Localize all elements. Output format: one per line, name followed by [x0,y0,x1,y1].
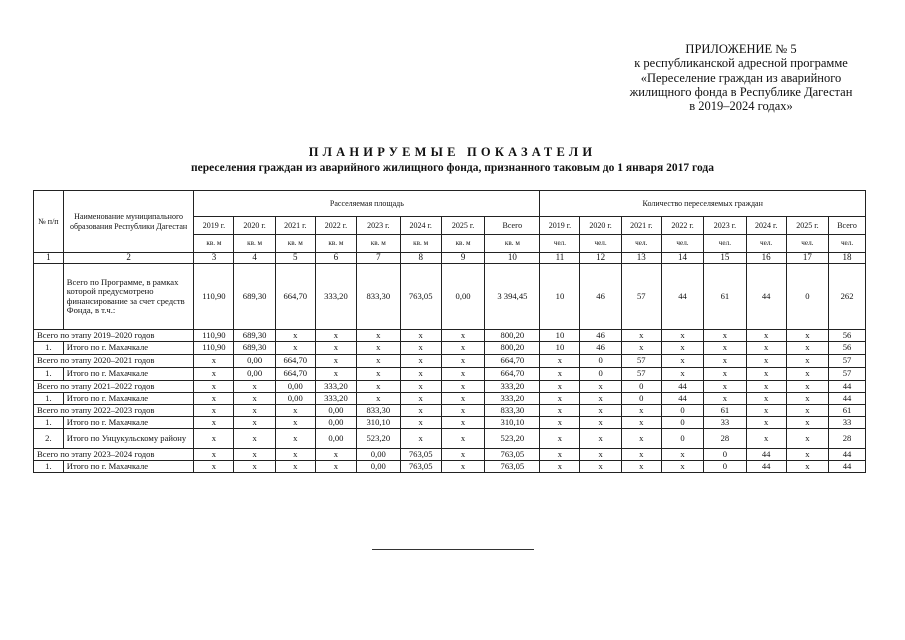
cell-people: х [786,330,828,342]
appendix-header-line: ПРИЛОЖЕНИЕ № 5 [685,42,797,56]
cell-area: х [315,342,356,355]
cell-people: 44 [829,449,866,461]
cell-people: х [621,449,661,461]
cell-people: 44 [746,449,786,461]
cell-people: 57 [621,355,661,368]
col-header-unit: чел. [829,235,866,253]
cell-people: х [621,429,661,449]
cell-area: х [441,368,485,381]
col-header-year: 2022 г. [315,217,356,235]
col-number: 5 [275,253,315,264]
cell-area: 0,00 [441,264,485,330]
row-name: Всего по этапу 2019–2020 годов [34,330,194,342]
cell-people: х [746,381,786,393]
cell-people: 44 [829,381,866,393]
cell-people: х [540,355,580,368]
cell-people: 0 [704,449,746,461]
col-header-unit: чел. [621,235,661,253]
cell-area: х [194,368,234,381]
cell-people: х [746,368,786,381]
appendix-header-line: жилищного фонда в Республике Дагестан [629,84,853,99]
document-subtitle: переселения граждан из аварийного жилищного фонда, признанного таковым до 1 января 2017 года [191,162,714,174]
cell-people: х [786,368,828,381]
table-row [34,381,866,393]
cell-area: х [400,429,441,449]
cell-people: х [786,355,828,368]
cell-people: х [580,417,621,429]
col-header-year: 2023 г. [357,217,401,235]
cell-people: х [786,461,828,473]
cell-area: х [275,429,315,449]
cell-people: х [621,461,661,473]
appendix-header-line: «Переселение граждан из аварийного [640,70,842,85]
cell-area: 0,00 [357,449,401,461]
cell-area: 310,10 [485,417,540,429]
cell-people: х [746,355,786,368]
cell-people: 10 [540,264,580,330]
cell-people: 44 [661,381,703,393]
cell-area: 689,30 [234,330,275,342]
cell-area: х [441,330,485,342]
col-header-year: 2021 г. [275,217,315,235]
cell-area: х [194,355,234,368]
cell-area: 110,90 [194,264,234,330]
appendix-header-line: в 2019–2024 годах» [689,99,793,114]
cell-people: х [621,417,661,429]
cell-people: 0 [704,461,746,473]
cell-area: х [400,342,441,355]
cell-people: х [661,355,703,368]
cell-area: х [234,393,275,405]
cell-people: х [661,368,703,381]
table-row [34,461,866,473]
col-header-unit: кв. м [194,235,234,253]
cell-area: 0,00 [357,461,401,473]
cell-area: х [315,449,356,461]
cell-people: 44 [746,264,786,330]
row-name: Итого по г. Махачкале [63,417,194,429]
row-number [34,264,64,330]
col-number: 16 [746,253,786,264]
col-number: 13 [621,253,661,264]
cell-people: 0 [661,417,703,429]
table-row [34,429,866,449]
cell-people: х [540,381,580,393]
cell-people: х [580,381,621,393]
row-number: 1. [34,393,64,405]
cell-people: х [621,405,661,417]
cell-area: 763,05 [485,461,540,473]
col-group-people: Количество переселяемых граждан [540,191,866,217]
cell-area: 523,20 [485,429,540,449]
cell-area: х [400,355,441,368]
cell-area: х [315,330,356,342]
cell-people: 0 [786,264,828,330]
cell-area: х [275,342,315,355]
cell-people: х [540,429,580,449]
col-number: 12 [580,253,621,264]
cell-people: 61 [704,264,746,330]
appendix-header [621,42,861,113]
col-header-unit: чел. [786,235,828,253]
col-number: 17 [786,253,828,264]
col-header-unit: чел. [540,235,580,253]
col-number: 7 [357,253,401,264]
cell-area: 110,90 [194,342,234,355]
table-row [34,342,866,355]
col-header-unit: чел. [704,235,746,253]
cell-people: х [580,405,621,417]
cell-area: х [441,393,485,405]
row-name: Всего по этапу 2022–2023 годов [34,405,194,417]
table-row [34,264,866,330]
cell-people: х [746,429,786,449]
cell-area: 833,30 [357,405,401,417]
cell-area: 3 394,45 [485,264,540,330]
cell-people: 33 [704,417,746,429]
cell-people: х [746,342,786,355]
cell-people: 56 [829,330,866,342]
cell-people: 28 [829,429,866,449]
cell-people: 44 [829,461,866,473]
cell-people: 57 [621,264,661,330]
cell-area: х [275,449,315,461]
col-header-unit: чел. [661,235,703,253]
cell-people: 0 [580,368,621,381]
cell-area: 800,20 [485,330,540,342]
cell-people: 0 [661,429,703,449]
cell-people: х [746,417,786,429]
cell-area: х [441,381,485,393]
cell-area: х [441,429,485,449]
col-number: 6 [315,253,356,264]
cell-area: 333,20 [315,264,356,330]
cell-people: х [540,393,580,405]
cell-area: х [194,429,234,449]
cell-people: 57 [621,368,661,381]
cell-people: х [786,429,828,449]
appendix-header-line: к республиканской адресной программе [634,56,848,71]
col-number: 8 [400,253,441,264]
row-name: Всего по этапу 2021–2022 годов [34,381,194,393]
cell-area: 0,00 [315,405,356,417]
col-number: 2 [63,253,194,264]
cell-people: х [704,355,746,368]
cell-people: х [704,342,746,355]
col-header-year: Всего [485,217,540,235]
table-row [34,405,866,417]
indicators-table [33,190,866,473]
cell-people: х [746,330,786,342]
cell-people: 28 [704,429,746,449]
cell-people: х [540,449,580,461]
cell-people: 61 [829,405,866,417]
cell-area: 0,00 [315,429,356,449]
cell-people: 46 [580,342,621,355]
cell-people: х [580,393,621,405]
cell-people: х [661,342,703,355]
cell-people: х [540,405,580,417]
col-number: 10 [485,253,540,264]
cell-people: х [580,449,621,461]
table-row [34,368,866,381]
cell-people: 57 [829,355,866,368]
cell-area: х [357,381,401,393]
cell-people: 0 [621,393,661,405]
col-header-year: 2020 г. [234,217,275,235]
cell-area: 664,70 [275,368,315,381]
cell-people: х [621,330,661,342]
cell-people: х [540,368,580,381]
cell-area: 333,20 [315,381,356,393]
row-number: 1. [34,461,64,473]
row-number: 2. [34,429,64,449]
cell-area: 833,30 [485,405,540,417]
cell-area: х [357,393,401,405]
cell-area: х [315,368,356,381]
cell-area: 523,20 [357,429,401,449]
col-header-unit: кв. м [234,235,275,253]
cell-people: х [704,330,746,342]
col-header-year: 2025 г. [786,217,828,235]
cell-people: х [786,393,828,405]
cell-area: х [275,461,315,473]
cell-people: х [580,461,621,473]
cell-people: 56 [829,342,866,355]
cell-area: х [357,342,401,355]
table-row [34,355,866,368]
cell-people: 44 [746,461,786,473]
cell-area: х [194,405,234,417]
cell-area: 0,00 [234,368,275,381]
cell-area: х [194,381,234,393]
col-number: 9 [441,253,485,264]
cell-area: х [400,417,441,429]
col-header-unit: кв. м [357,235,401,253]
row-name: Итого по г. Махачкале [63,393,194,405]
cell-area: х [400,393,441,405]
cell-people: 10 [540,342,580,355]
cell-area: 689,30 [234,264,275,330]
cell-area: 763,05 [400,449,441,461]
cell-people: 61 [704,405,746,417]
cell-people: х [580,429,621,449]
cell-people: 0 [580,355,621,368]
cell-area: 0,00 [275,381,315,393]
cell-area: х [234,461,275,473]
cell-area: 664,70 [485,368,540,381]
cell-people: х [661,449,703,461]
cell-area: х [275,330,315,342]
col-number: 15 [704,253,746,264]
cell-area: 664,70 [485,355,540,368]
cell-area: 0,00 [234,355,275,368]
col-number: 3 [194,253,234,264]
cell-area: х [441,405,485,417]
cell-people: х [661,330,703,342]
col-number: 14 [661,253,703,264]
cell-people: х [704,381,746,393]
cell-area: х [357,330,401,342]
col-header-year: 2023 г. [704,217,746,235]
cell-area: х [315,461,356,473]
cell-area: 763,05 [485,449,540,461]
col-header-year: 2019 г. [540,217,580,235]
row-name: Итого по г. Махачкале [63,368,194,381]
row-name: Всего по этапу 2020–2021 годов [34,355,194,368]
col-header-unit: кв. м [400,235,441,253]
cell-people: 46 [580,330,621,342]
col-header-year: 2020 г. [580,217,621,235]
cell-people: 57 [829,368,866,381]
cell-area: х [234,429,275,449]
cell-people: 44 [661,393,703,405]
row-name: Итого по Унцукульскому району [63,429,194,449]
cell-area: х [194,461,234,473]
cell-area: х [234,405,275,417]
cell-people: х [704,368,746,381]
row-name: Итого по г. Махачкале [63,461,194,473]
cell-area: х [234,449,275,461]
table-row [34,330,866,342]
col-header-unit: кв. м [315,235,356,253]
cell-area: 689,30 [234,342,275,355]
cell-people: х [786,405,828,417]
col-number: 11 [540,253,580,264]
cell-people: х [746,393,786,405]
cell-area: х [400,405,441,417]
col-header-unit: кв. м [275,235,315,253]
cell-area: х [275,405,315,417]
cell-people: х [786,417,828,429]
cell-area: 333,20 [485,381,540,393]
cell-area: 0,00 [275,393,315,405]
cell-area: х [441,461,485,473]
cell-area: 310,10 [357,417,401,429]
cell-people: 0 [621,381,661,393]
document-title: ПЛАНИРУЕМЫЕ ПОКАЗАТЕЛИ [308,145,597,159]
cell-area: х [400,330,441,342]
cell-area: 800,20 [485,342,540,355]
cell-people: 0 [661,405,703,417]
cell-area: х [441,342,485,355]
col-header-unit: чел. [746,235,786,253]
col-number: 18 [829,253,866,264]
cell-people: 44 [661,264,703,330]
col-header-unit: кв. м [485,235,540,253]
cell-people: х [746,405,786,417]
cell-area: х [400,381,441,393]
col-number: 4 [234,253,275,264]
cell-area: х [357,355,401,368]
row-name: Всего по Программе, в рамках которой предусмотрено финансирование за счет средств Фонда, в т.ч.: [63,264,194,330]
cell-area: 833,30 [357,264,401,330]
col-header-no: № п/п [34,191,64,253]
cell-people: х [621,342,661,355]
cell-people: х [786,342,828,355]
col-header-year: 2025 г. [441,217,485,235]
cell-area: х [234,381,275,393]
col-header-year: 2024 г. [400,217,441,235]
cell-people: х [661,461,703,473]
col-header-year: 2021 г. [621,217,661,235]
row-name: Всего по этапу 2023–2024 годов [34,449,194,461]
cell-area: х [194,393,234,405]
row-number: 1. [34,368,64,381]
col-header-unit: чел. [580,235,621,253]
row-number: 1. [34,417,64,429]
cell-area: х [194,449,234,461]
cell-area: 763,05 [400,461,441,473]
closing-rule [372,549,534,550]
cell-area: х [400,368,441,381]
cell-area: 763,05 [400,264,441,330]
cell-area: 333,20 [315,393,356,405]
cell-area: х [194,417,234,429]
table-row [34,393,866,405]
cell-area: х [441,355,485,368]
table-row [34,417,866,429]
cell-area: х [234,417,275,429]
col-header-year: 2022 г. [661,217,703,235]
cell-people: 33 [829,417,866,429]
cell-area: 0,00 [315,417,356,429]
cell-people: 262 [829,264,866,330]
cell-people: 44 [829,393,866,405]
col-header-unit: кв. м [441,235,485,253]
cell-area: х [275,417,315,429]
row-number: 1. [34,342,64,355]
col-header-year: 2024 г. [746,217,786,235]
cell-people: 10 [540,330,580,342]
col-header-year: Всего [829,217,866,235]
cell-people: 46 [580,264,621,330]
cell-people: х [704,393,746,405]
cell-area: 110,90 [194,330,234,342]
cell-people: х [786,449,828,461]
cell-people: х [540,461,580,473]
col-header-year: 2019 г. [194,217,234,235]
col-number: 1 [34,253,64,264]
cell-area: 664,70 [275,355,315,368]
cell-people: х [540,417,580,429]
col-group-area: Расселяемая площадь [194,191,540,217]
row-name: Итого по г. Махачкале [63,342,194,355]
cell-area: х [357,368,401,381]
cell-area: х [441,417,485,429]
cell-area: х [315,355,356,368]
table-row [34,449,866,461]
cell-people: х [786,381,828,393]
cell-area: х [441,449,485,461]
cell-area: 664,70 [275,264,315,330]
cell-area: 333,20 [485,393,540,405]
col-header-name: Наименование муниципального образования Республики Дагестан [63,191,194,253]
